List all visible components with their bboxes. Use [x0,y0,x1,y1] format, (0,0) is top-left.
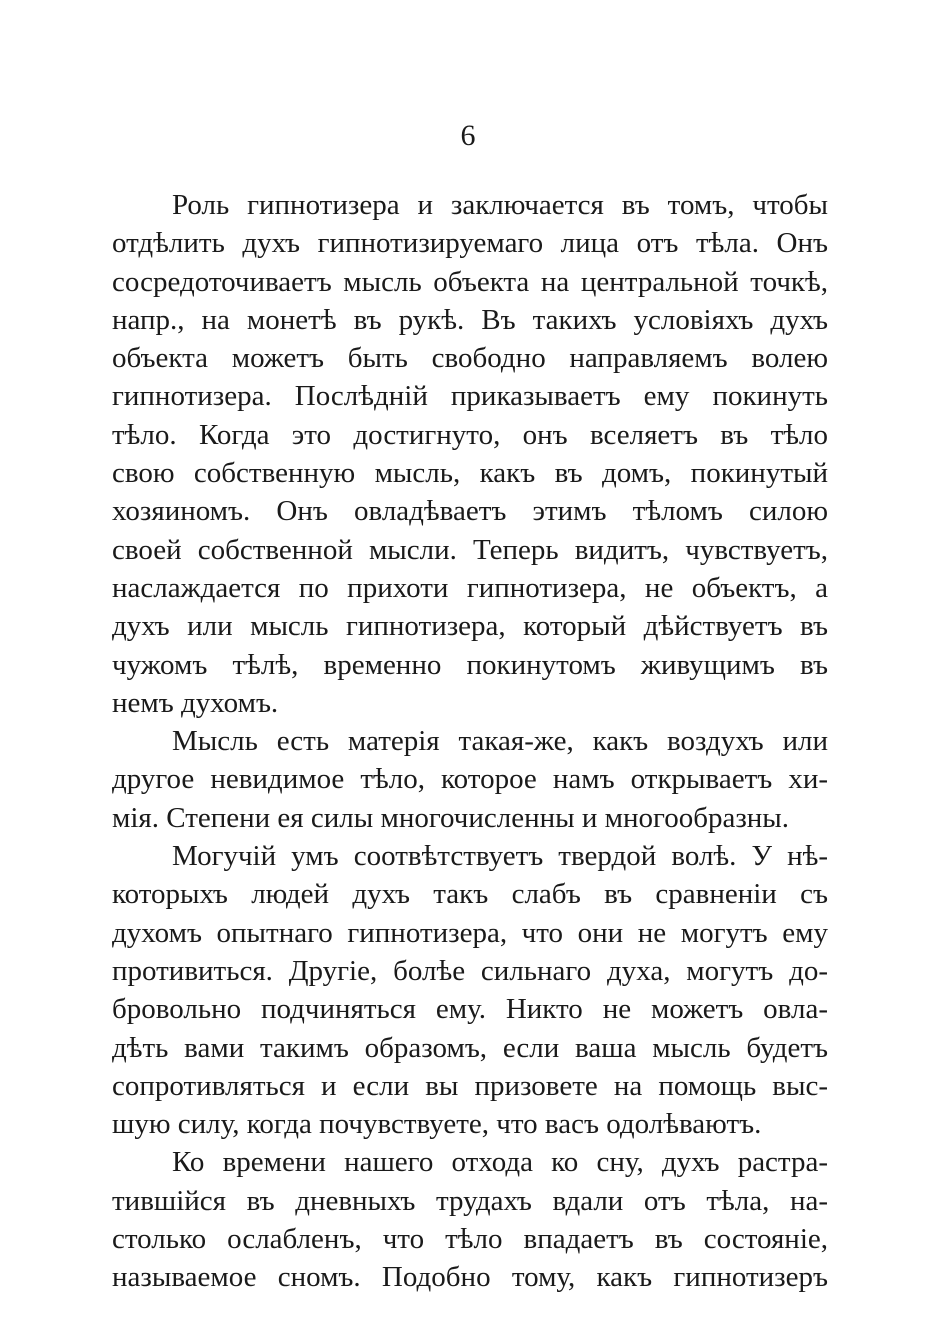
text-line: Мысль есть матерія такая-же, какъ воздухъ или [172,725,828,758]
text-line: духъ или мысль гипнотизера, который дѣйствуетъ въ [112,610,828,643]
text-line: которыхъ людей духъ такъ слабъ въ сравненіи съ [112,878,828,911]
text-line: сосредоточиваетъ мысль объекта на центральной точкѣ, [112,265,828,298]
text-line: Роль гипнотизера и заключается въ томъ, чтобы [172,189,828,221]
page-number: 6 [460,119,476,152]
paragraph-3 [112,837,828,1143]
text-line: мія. Степени ея силы многочисленны и многообразны. [112,801,790,834]
text-line: шую силу, когда почувствуете, что васъ одолѣваютъ. [112,1108,762,1141]
text-line: столько ослабленъ, что тѣло впадаетъ въ состояніе, [112,1223,828,1256]
text-line: дѣть вами такимъ образомъ, если ваша мысль будетъ [112,1031,828,1064]
text-line: объекта можетъ быть свободно направляемъ волею [112,342,828,375]
text-line: своей собственной мысли. Теперь видитъ, чувствуетъ, [112,533,828,566]
text-line: чужомъ тѣлѣ, временно покинутомъ живущимъ въ [112,648,828,681]
text-line: духомъ опытнаго гипнотизера, что они не могутъ ему [112,916,828,949]
text-line: хозяиномъ. Онъ овладѣваетъ этимъ тѣломъ силою [112,495,828,528]
text-line: сопротивляться и если вы призовете на помощь выс- [112,1069,828,1102]
text-line: гипнотизера. Послѣдній приказываетъ ему покинуть [112,380,828,413]
page-text [112,186,828,1297]
text-line: другое невидимое тѣло, которое намъ открываетъ хи- [112,763,828,796]
text-line: наслаждается по прихоти гипнотизера, не объектъ, а [112,571,828,604]
text-line: Могучій умъ соотвѣтствуетъ твердой волѣ. У нѣ- [172,840,828,873]
text-line: напр., на монетѣ въ рукѣ. Въ такихъ условіяхъ духъ [112,303,828,336]
text-line: противиться. Другіе, болѣе сильнаго духа, могутъ до- [112,954,828,987]
text-line: отдѣлить духъ гипнотизируемаго лица отъ тѣла. Онъ [112,227,828,260]
text-line: бровольно подчиняться ему. Никто не можетъ овла- [112,993,828,1026]
paragraph-4 [112,1143,828,1296]
text-line: немъ духомъ. [112,686,279,719]
text-line: тѣло. Когда это достигнуто, онъ вселяетъ въ тѣло [112,418,828,451]
paragraph-2 [112,722,828,837]
paragraph-1 [112,186,828,722]
text-line: Ко времени нашего отхода ко сну, духъ растра- [172,1146,828,1179]
text-line: тившійся въ дневныхъ трудахъ вдали отъ тѣла, на- [112,1184,828,1217]
text-line: свою собственную мысль, какъ въ домъ, покинутый [112,457,828,490]
text-line: называемое сномъ. Подобно тому, какъ гипнотизеръ [112,1261,828,1294]
